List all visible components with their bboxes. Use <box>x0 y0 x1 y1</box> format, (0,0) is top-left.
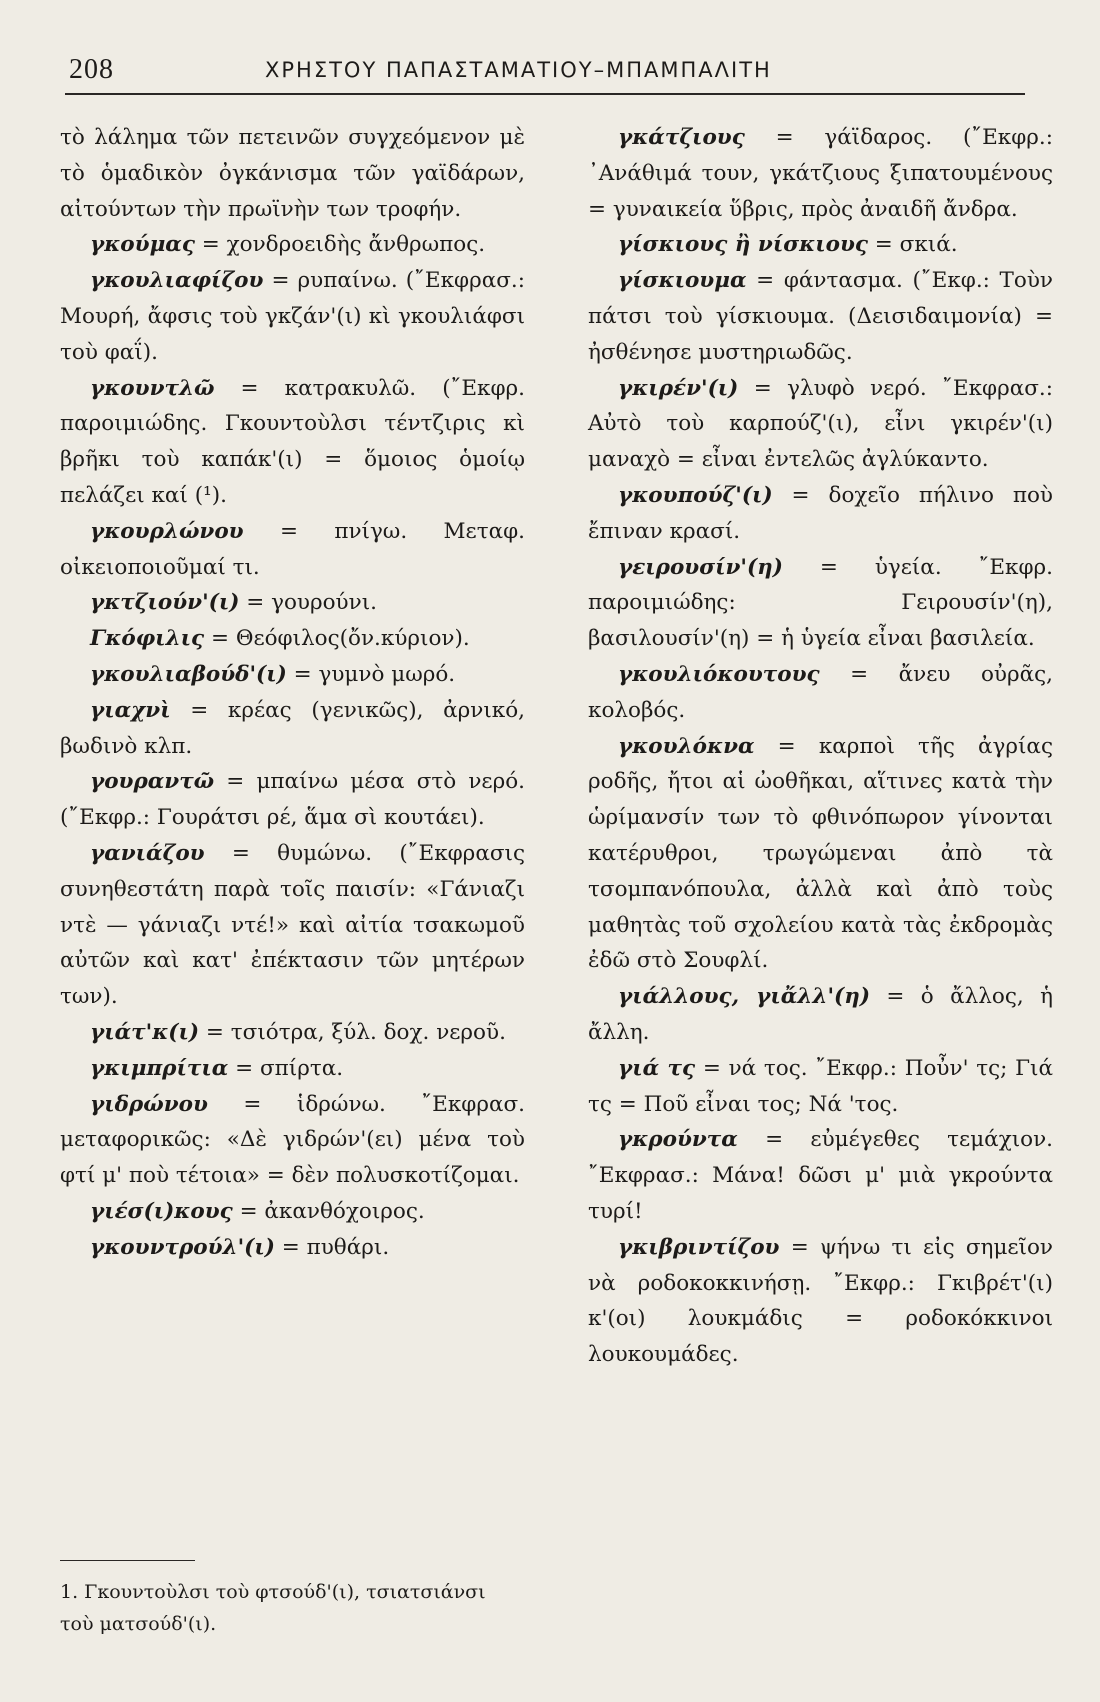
dictionary-entry <box>588 227 1053 263</box>
entry-headword: γειρουσίν'(η) <box>618 554 783 580</box>
entry-headword: γκιβριντίζου <box>618 1234 780 1260</box>
entry-headword: γκάτζιους <box>618 125 745 150</box>
dictionary-entry <box>60 227 525 263</box>
entry-definition: = ψήνω τι εἰς σημεῖον νὰ ροδοκοκκινήσῃ. ῎Εκφρ.: Γκιβρέτ'(ι) κ'(οι) λουκμάδις = ροδοκόκκινοι λουκουμάδες. <box>588 1234 1053 1368</box>
dictionary-entry <box>588 550 1053 657</box>
dictionary-entry <box>60 1051 525 1087</box>
entry-headword: γκουπούζ'(ι) <box>618 482 773 508</box>
entry-definition: = Θεόφιλος(ὄν.κύριον). <box>204 626 470 652</box>
entry-definition: = τσιότρα, ξύλ. δοχ. νεροῦ. <box>199 1019 506 1045</box>
dictionary-entry <box>60 621 525 657</box>
dictionary-entry <box>588 1122 1053 1229</box>
entry-headword: γίσκιουμα <box>618 268 747 294</box>
dictionary-entry <box>588 979 1053 1051</box>
dictionary-entry <box>60 657 525 693</box>
entry-headword: γκουλιαβούδ'(ι) <box>90 661 287 687</box>
dictionary-entry <box>60 514 525 586</box>
entry-definition: = γυμνὸ μωρό. <box>286 661 456 687</box>
entry-definition: = σκιά. <box>867 232 958 258</box>
entry-definition: = κατρακυλῶ. (῎Εκφρ. παροιμιώδης. Γκουντοὺλσι τέντζιρις κὶ βρῆκι τοὺ καπάκ'(ι) = ὅμοιος ὁμοίῳ πελάζει καί (¹). <box>60 375 525 508</box>
right-column <box>588 120 1053 1373</box>
page-header <box>65 48 1025 88</box>
entry-headword: γίσκιους ἢ νίσκιους <box>618 232 868 258</box>
dictionary-entry <box>588 371 1053 478</box>
entry-headword: γκουλιόκουτους <box>618 661 820 687</box>
entry-definition: = εὐμέγεθες τεμάχιον. ῎Εκφρασ.: Μάνα! δῶσι μ' μιὰ γκρούντα τυρί! <box>588 1127 1053 1224</box>
entry-definition: = ἀκανθόχοιρος. <box>232 1198 425 1224</box>
entry-definition: = πνίγω. Μεταφ. οἰκειοποιοῦμαί τι. <box>60 518 525 580</box>
entry-definition: = σπίρτα. <box>228 1055 344 1081</box>
entry-definition: = γλυφὸ νερό. ῎Εκφρασ.: Αὐτὸ τοὺ καρπούζ'(ι), εἶνι γκιρέν'(ι) μαναχὸ = εἶναι ἐντελῶς ἀγλύκαντο. <box>588 375 1053 473</box>
entry-headword: γιά τς <box>618 1055 696 1081</box>
footnote <box>60 1576 525 1640</box>
dictionary-entry <box>60 1015 525 1051</box>
entry-definition: = γουρούνι. <box>239 590 377 616</box>
dictionary-entry <box>60 585 525 621</box>
dictionary-entry <box>60 693 525 765</box>
dictionary-entry <box>60 120 525 227</box>
running-head: ΧΡΗΣΤΟΥ ΠΑΠΑΣΤΑΜΑΤΙΟΥ–ΜΠΑΜΠΑΛΙΤΗ <box>265 58 772 82</box>
entry-headword: γκρούντα <box>618 1127 738 1153</box>
entry-headword: γκιμπρίτια <box>90 1055 229 1081</box>
footnote-text: 1. Γκουντοὺλσι τοὺ φτσούδ'(ι), τσιατσιάνσι τοὺ ματσούδ'(ι). <box>60 1581 486 1635</box>
entry-headword: γκουντλῶ <box>90 375 215 401</box>
entry-definition: = ρυπαίνω. (῎Εκφρασ.: Μουρή, ἄφσις τοὺ γκζάν'(ι) κὶ γκουλιάφσι τοὺ φαΐ). <box>60 268 525 365</box>
entry-definition: τὸ λάλημα τῶν πετεινῶν συγχεόμενον μὲ τὸ ὁμαδικὸν ὀγκάνισμα τῶν γαϊδάρων, αἰτούντων τὴν πρωϊνὴν των τροφήν. <box>60 125 525 222</box>
entry-definition: = γάϊδαρος. (῎Εκφρ.: ᾿Ανάθιμά τουν, γκάτζιους ξιπατουμένους = γυναικεία ὕβρις, πρὸς ἀναιδῆ ἄνδρα. <box>588 125 1053 222</box>
entry-headword: γανιάζου <box>90 840 205 866</box>
entry-definition: = πυθάρι. <box>274 1234 390 1260</box>
dictionary-entry <box>60 1230 525 1266</box>
dictionary-entry <box>588 120 1053 227</box>
entry-definition: = ὑγεία. ῎Εκφρ. παροιμιώδης: Γειρουσίν'(η), βασιλουσίν'(η) = ἡ ὑγεία εἶναι βασιλεία. <box>588 554 1053 652</box>
entry-headword: γκούμας <box>90 232 195 258</box>
entry-definition: = μπαίνω μέσα στὸ νερό. (῎Εκφρ.: Γουράτσι ρέ, ἅμα σὶ κουτάει). <box>60 769 525 831</box>
entry-definition: = δοχεῖο πήλινο ποὺ ἔπιναν κρασί. <box>588 482 1053 544</box>
entry-headword: γιάλλους, γιἄλλ'(η) <box>618 984 871 1010</box>
entry-headword: γκουντρούλ'(ι) <box>90 1234 275 1260</box>
dictionary-entry <box>588 263 1053 370</box>
left-column <box>60 120 525 1266</box>
dictionary-entry <box>588 729 1053 980</box>
dictionary-entry <box>60 1194 525 1230</box>
footnote-rule <box>60 1560 195 1561</box>
entry-headword: γιδρώνου <box>90 1091 208 1117</box>
entry-headword: γκουρλώνου <box>90 518 244 544</box>
dictionary-entry <box>60 836 525 1015</box>
dictionary-entry <box>60 263 525 370</box>
entry-definition: = θυμώνω. (῎Εκφρασις συνηθεστάτη παρὰ τοῖς παισίν: «Γάνιαζι ντὲ — γάνιαζι ντέ!» καὶ αἰτία τσακωμοῦ αὐτῶν καὶ κατ' ἐπέκτασιν τῶν μητέρων των). <box>60 840 525 1010</box>
entry-definition: = νά τος. ῎Εκφρ.: Ποὖν' τς; Γιά τς = Ποῦ εἶναι τος; Νά 'τος. <box>588 1055 1053 1117</box>
entry-definition: = καρποὶ τῆς ἀγρίας ροδῆς, ἤτοι αἱ ὠοθῆκαι, αἵτινες κατὰ τὴν ὡρίμανσίν των τὸ φθινόπωρον γίνονται κατέρυθροι, τρωγώμεναι ἀπὸ τὰ τσομπανόπουλα, ἀλλὰ καὶ ἀπὸ τοὺς μαθητὰς τοῦ σχολείου κατὰ τὰς ἐκδρομὰς ἐδῶ στὸ Σουφλί. <box>588 733 1053 974</box>
entry-definition: = φάντασμα. (῎Εκφ.: Τοὺν πάτσι τοὺ γίσκιουμα. (Δεισιδαιμονία) = ἠσθένησε μυστηριωδῶς. <box>588 268 1053 365</box>
entry-headword: Γκόφιλις <box>90 626 205 652</box>
dictionary-entry <box>588 1051 1053 1123</box>
entry-definition: = ὁ ἄλλος, ἡ ἄλλη. <box>588 984 1053 1045</box>
entry-headword: γκουλιαφίζου <box>90 268 264 294</box>
dictionary-entry <box>60 764 525 836</box>
dictionary-entry <box>60 371 525 514</box>
entry-headword: γουραντῶ <box>90 769 215 795</box>
dictionary-entry <box>588 1230 1053 1373</box>
header-rule <box>65 93 1025 95</box>
entry-headword: γιάτ'κ(ι) <box>90 1019 200 1045</box>
entry-headword: γκουλόκνα <box>618 733 755 759</box>
entry-headword: γκιρέν'(ι) <box>618 375 739 401</box>
entry-definition: = ἄνευ οὐρᾶς, κολοβός. <box>588 661 1053 723</box>
entry-definition: = ἱδρώνω. ῎Εκφρασ. μεταφορικῶς: «Δὲ γιδρών'(ει) μένα τοὺ φτί μ' ποὺ τέτοια» = δὲν πολυσκοτίζομαι. <box>60 1091 525 1189</box>
dictionary-entry <box>60 1087 525 1194</box>
entry-headword: γιαχνὶ <box>90 697 171 723</box>
entry-headword: γκτζιούν'(ι) <box>90 590 240 616</box>
dictionary-entry <box>588 478 1053 550</box>
entry-headword: γιέσ(ι)κους <box>90 1198 233 1224</box>
entry-definition: = κρέας (γενικῶς), ἀρνικό, βωδινὸ κλπ. <box>60 697 525 759</box>
page-number: 208 <box>69 54 114 85</box>
entry-definition: = χονδροειδὴς ἄνθρωπος. <box>194 232 486 258</box>
dictionary-entry <box>588 657 1053 729</box>
